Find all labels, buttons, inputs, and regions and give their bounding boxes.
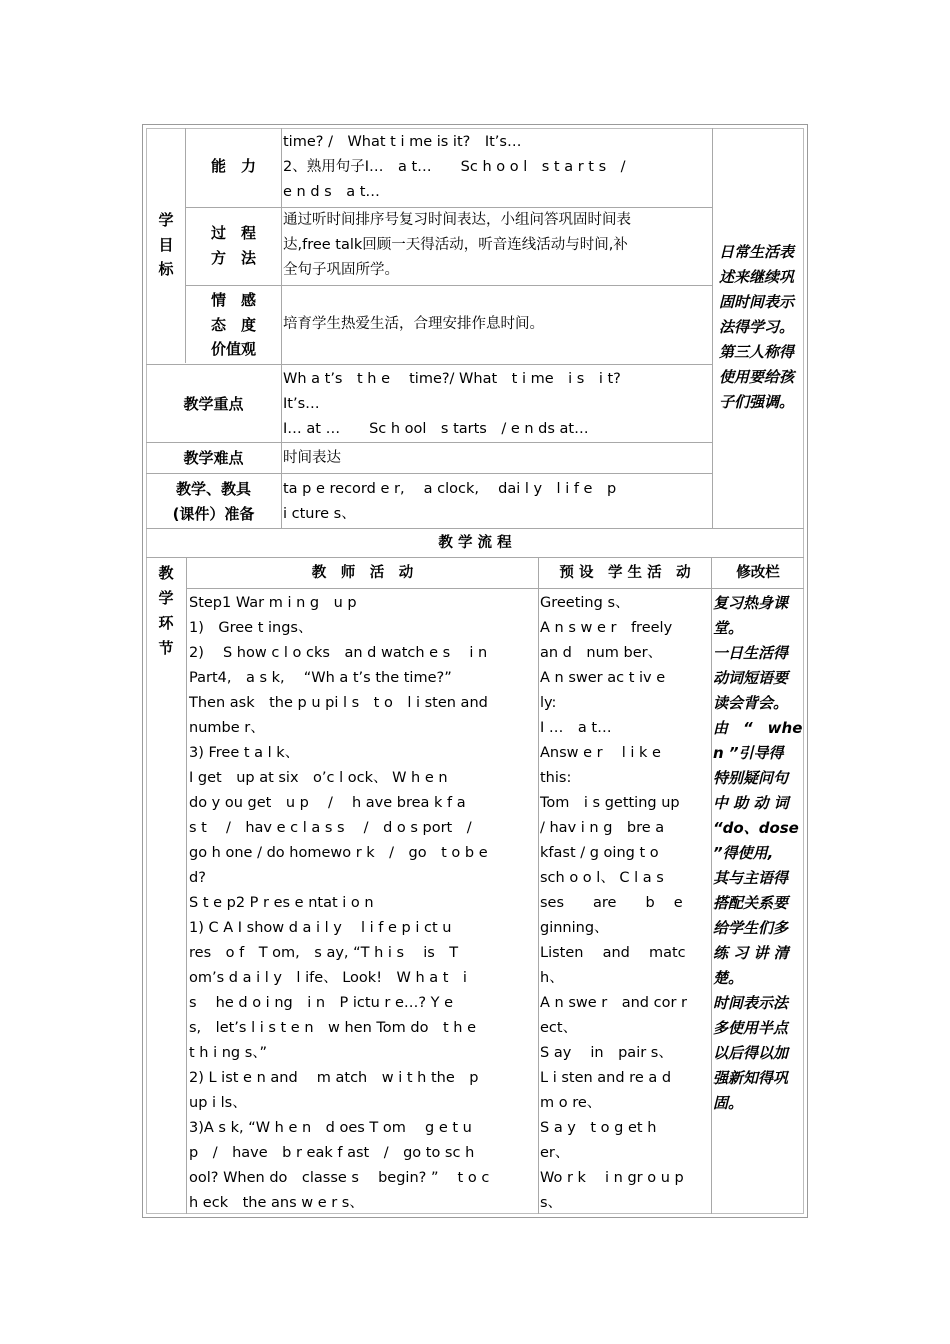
difficulty-label: 教学难点 bbox=[183, 449, 244, 467]
grid-line bbox=[281, 128, 282, 528]
student-activity-header: 预 设 学 生 活 动 bbox=[559, 565, 691, 581]
grid-line bbox=[712, 128, 713, 528]
side-note: 日常生活表 述来继续巩 固时间表示 法得学习。 第三人称得 使用要给孩 子们强调。 bbox=[719, 243, 795, 411]
grid-line bbox=[146, 442, 712, 443]
difficulty-content: 时间表达 bbox=[283, 450, 341, 466]
grid-line bbox=[538, 558, 539, 1214]
materials-content: ta p e record e r, a clock, dai l y l i f e p i cture s、 bbox=[283, 481, 617, 522]
revision-notes: 复习热身课 堂。 一日生活得 动词短语要 读会背会。 由 “ whe n ”引导得 特别疑问句 中 助 动 词 “do、dose ”得使用, 其与主语得 搭配关系要 给学生们多 练 习 讲 清 楚。 时间表示法 多使用半点 以后得以加 强新知得巩 固。 bbox=[713, 594, 803, 1112]
emotion-label: 情 感 态 度 价值观 bbox=[210, 291, 256, 358]
grid-line bbox=[186, 588, 804, 589]
teacher-activity-header: 教 师 活 动 bbox=[311, 565, 414, 581]
key-points-label: 教学重点 bbox=[183, 395, 244, 413]
ability-label: 能 力 bbox=[210, 157, 256, 175]
process-content: 通过听时间排序号复习时间表达，小组问答巩固时间表 达,free talk回顾一天得活动，听音连线活动与时间,补 全句子巩固所学。 bbox=[283, 212, 631, 278]
ability-content: time? / What t i me is it? It’s… 2、熟用句子I… a t… Sc h o o l s t a r t s / e n d s a t… bbox=[283, 134, 626, 200]
revision-header: 修改栏 bbox=[736, 565, 780, 581]
teacher-activity-content: Step1 War m i n g u p 1) Gree t ings、 2) S how c l o cks an d watch e s i n Part4, a s k, “Wh a t’s the time?” Then ask the p u pi l s t o l i sten and numbe r、 3) Free t a l k、 I get up at six o’c l ock、 W h e n do y ou get u p / h ave brea k f a s t / hav e c l a s s / d o s port / go h one / do homewo r k / go t o b e d? S t e p2 P r es e ntat i o n 1) C A I show d a i l y l i f e p i ct u res o f T om, s ay, “T h i s is T om’s d a i l y l ife、 Look! W h a t i s he d o i ng i n P ictu r e…? Y e s, let’s l i s t e n w hen Tom do t h e t h i ng s、” 2) L ist e n and m atch w i t h the p up i ls、 3)A s k, “W h e n d oes T om g e t u p / have b r eak f ast / go to sc h ool? When do classe s begin? ” t o c h eck the ans w e r s、 bbox=[189, 595, 490, 1211]
objectives-section-label: 学 目 标 bbox=[158, 211, 174, 278]
grid-line bbox=[146, 528, 804, 529]
emotion-content: 培育学生热爱生活，合理安排作息时间。 bbox=[283, 316, 544, 332]
grid-line bbox=[186, 285, 712, 286]
key-points-content: Wh a t’s t h e time?/ What t i me i s i t? It’s… I… at … Sc h ool s tarts / e n ds at… bbox=[283, 371, 621, 437]
flow-title: 教 学 流 程 bbox=[438, 535, 512, 551]
materials-label: 教学、教具 (课件）准备 bbox=[172, 480, 255, 523]
grid-line bbox=[711, 558, 712, 1214]
grid-line bbox=[146, 364, 712, 365]
process-label: 过 程 方 法 bbox=[210, 224, 256, 267]
student-activity-content: Greeting s、 A n s w e r freely an d num ber、 A n swer ac t iv e ly: I … a t… Answ e r l i k e this: Tom i s getting up / hav i n g bre a kfast / g oing t o sch o o l、 C l a s ses are b e ginning、 Listen and matc h、 A n swe r and cor r ect、 S ay in pair s、 L i sten and re a d m o re、 S a y t o g et h er、 Wo r k i n gr o u p s、 bbox=[540, 595, 687, 1211]
grid-line bbox=[146, 473, 712, 474]
flow-section-label: 教 学 环 节 bbox=[158, 564, 174, 657]
grid-line bbox=[146, 557, 804, 558]
grid-line bbox=[186, 558, 187, 1214]
